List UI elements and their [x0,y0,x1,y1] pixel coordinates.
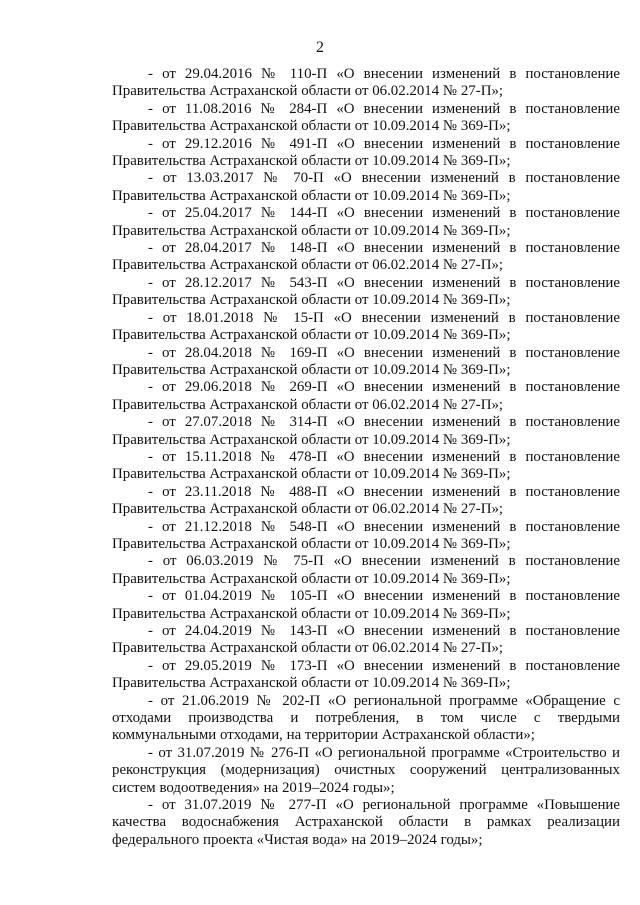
list-item: - от 11.08.2016 № 284-П «О внесении изменений в постановление Правительства Астраханской области от 10.09.2014 № 369-П»; [112,100,620,135]
list-item: - от 23.11.2018 № 488-П «О внесении изменений в постановление Правительства Астраханской области от 06.02.2014 № 27-П»; [112,483,620,518]
list-item: - от 28.04.2017 № 148-П «О внесении изменений в постановление Правительства Астраханской области от 06.02.2014 № 27-П»; [112,240,620,274]
page-number: 2 [316,39,324,56]
list-item: - от 15.11.2018 № 478-П «О внесении изменений в постановление Правительства Астраханской области от 10.09.2014 № 369-П»; [112,448,620,483]
list-item: - от 21.12.2018 № 548-П «О внесении изменений в постановление Правительства Астраханской области от 10.09.2014 № 369-П»; [112,518,620,552]
list-item: - от 01.04.2019 № 105-П «О внесении изменений в постановление Правительства Астраханской области от 10.09.2014 № 369-П»; [112,588,620,622]
list-item: - от 31.07.2019 № 277-П «О региональной программе «Повышение качества водоснабжения Астраханской области в рамках реализации федерального проекта «Чистая вода» на 2019–2024 годы»; [112,797,620,848]
list-item: - от 06.03.2019 № 75-П «О внесении изменений в постановление Правительства Астраханской области от 10.09.2014 № 369-П»; [112,553,620,587]
list-item: - от 28.12.2017 № 543-П «О внесении изменений в постановление Правительства Астраханской области от 10.09.2014 № 369-П»; [112,274,620,309]
list-item: - от 29.12.2016 № 491-П «О внесении изменений в постановление Правительства Астраханской области от 10.09.2014 № 369-П»; [112,135,620,170]
list-item: - от 24.04.2019 № 143-П «О внесении изменений в постановление Правительства Астраханской области от 06.02.2014 № 27-П»; [112,623,620,657]
list-item: - от 18.01.2018 № 15-П «О внесении изменений в постановление Правительства Астраханской области от 10.09.2014 № 369-П»; [112,309,620,344]
list-item: - от 13.03.2017 № 70-П «О внесении изменений в постановление Правительства Астраханской области от 10.09.2014 № 369-П»; [112,170,620,204]
list-item: - от 27.07.2018 № 314-П «О внесении изменений в постановление Правительства Астраханской области от 10.09.2014 № 369-П»; [112,414,620,448]
list-item: - от 29.04.2016 № 110-П «О внесении изменений в постановление Правительства Астраханской области от 06.02.2014 № 27-П»; [112,66,620,100]
document-body [112,66,620,849]
list-item: - от 29.05.2019 № 173-П «О внесении изменений в постановление Правительства Астраханской области от 10.09.2014 № 369-П»; [112,657,620,692]
list-item: - от 28.04.2018 № 169-П «О внесении изменений в постановление Правительства Астраханской области от 10.09.2014 № 369-П»; [112,344,620,378]
list-item: - от 29.06.2018 № 269-П «О внесении изменений в постановление Правительства Астраханской области от 06.02.2014 № 27-П»; [112,379,620,413]
list-item: - от 31.07.2019 № 276-П «О региональной программе «Строительство и реконструкция (модернизация) очистных сооружений централизованных систем водоотведения» на 2019–2024 годы»; [112,744,620,796]
list-item: - от 21.06.2019 № 202-П «О региональной программе «Обращение с отходами производства и потребления, в том числе с твердыми коммунальными отходами, на территории Астраханской области»; [112,692,620,744]
list-item: - от 25.04.2017 № 144-П «О внесении изменений в постановление Правительства Астраханской области от 10.09.2014 № 369-П»; [112,205,620,239]
